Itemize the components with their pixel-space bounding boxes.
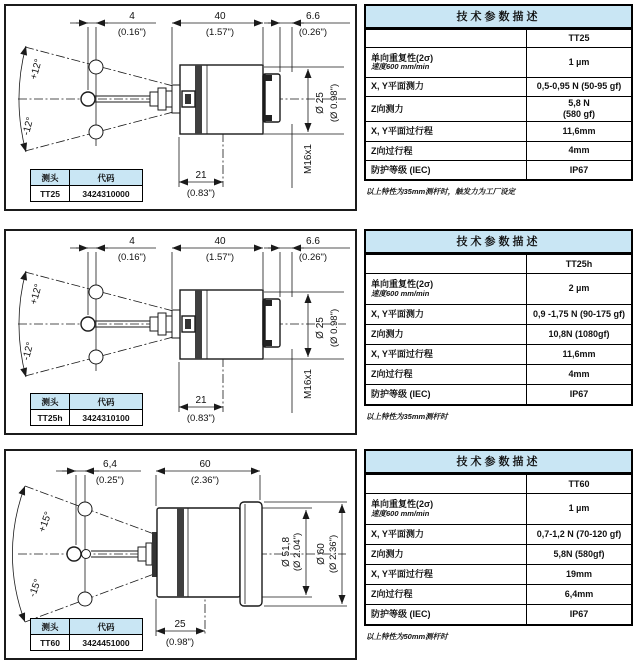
dim-offset-label: 4	[129, 236, 135, 247]
dim-tip-inch-label: (0.98")	[165, 637, 195, 648]
spec-value: 5,8N (580gf)	[526, 545, 631, 564]
dim-connector-inch-label: (0.26")	[298, 27, 328, 38]
angle-down-label: -12°	[20, 116, 37, 137]
drawing-panel-tt25h	[4, 229, 357, 435]
spec-sublabel: 速度600 mm/min	[371, 62, 430, 72]
spec-label: X, Y平面测力	[371, 81, 424, 92]
spec-label: 单向重复性(2σ)	[371, 279, 434, 290]
table-row	[366, 344, 631, 364]
probe-body	[157, 508, 240, 597]
spec-label: X, Y平面测力	[371, 529, 424, 540]
dim-body-length-inch-label: (1.57")	[205, 27, 235, 38]
stylus-ball-ghost-up	[78, 502, 92, 516]
diameter-label: Ø 25	[315, 92, 326, 114]
dim-body-length-label: 40	[214, 236, 226, 247]
dim-tip-label: 21	[195, 170, 207, 181]
spec-value: IP67	[526, 385, 631, 404]
dim-offset-inch-label: (0.25")	[95, 475, 125, 486]
spec-model-value: TT60	[526, 475, 631, 493]
spec-value: 19mm	[526, 565, 631, 584]
spec-label	[366, 475, 526, 493]
dim-connector-inch-label: (0.26")	[298, 252, 328, 263]
probe-column-header: 测头	[31, 394, 70, 410]
spec-table	[364, 229, 633, 406]
spec-value: 11,6mm	[526, 345, 631, 364]
front-plate	[152, 532, 157, 577]
dim-tip-label: 25	[174, 619, 186, 630]
dim-body-length-label: 40	[214, 11, 226, 22]
spec-value-line2: (580 gf)	[562, 109, 595, 120]
table-row	[366, 121, 631, 140]
table-row	[366, 254, 631, 273]
angle-down-label: -12°	[20, 341, 37, 362]
spec-value: IP67	[526, 605, 631, 624]
code-column-header: 代码	[70, 619, 143, 635]
table-row	[366, 141, 631, 160]
stylus-ball-ghost-down	[89, 350, 103, 364]
spec-value: 6,4mm	[526, 585, 631, 604]
probe-model-cell: TT25	[31, 186, 70, 202]
dim-offset-label: 6,4	[103, 459, 117, 470]
spec-model-value: TT25h	[526, 255, 631, 273]
probe-outline	[81, 60, 280, 139]
spec-sublabel: 速度600 mm/min	[371, 288, 430, 298]
spec-value: 0,5-0,95 N (50-95 gf)	[526, 78, 631, 96]
spec-value: IP67	[526, 161, 631, 179]
spec-value: 5,8 N	[568, 98, 590, 109]
spec-column-tt25	[364, 4, 633, 197]
probe-outline	[81, 285, 280, 364]
table-row	[366, 160, 631, 179]
dim-tip-inch-label: (0.83")	[186, 413, 216, 424]
dim-body-length-label: 60	[199, 459, 211, 470]
table-row	[366, 29, 631, 47]
stylus-ball-ghost-down	[78, 592, 92, 606]
spec-label: 防护等级 (IEC)	[371, 389, 431, 400]
spec-value: 1 µm	[526, 494, 631, 524]
stylus-ball	[81, 317, 95, 331]
angle-down-label: -15°	[27, 577, 44, 599]
spec-label: Z向测力	[371, 549, 404, 560]
stylus-ball	[67, 547, 81, 561]
probe-code-table	[30, 393, 143, 426]
dim-tip-inch-label: (0.83")	[186, 188, 216, 199]
table-row	[366, 304, 631, 324]
spec-value: 4mm	[526, 142, 631, 160]
table-row	[366, 273, 631, 304]
spec-value: 4mm	[526, 365, 631, 384]
spec-sublabel: 速度600 mm/min	[371, 508, 430, 518]
angle-up-label: +15°	[36, 510, 55, 534]
spec-label: X, Y平面过行程	[371, 349, 433, 360]
drawing-panel-tt60	[4, 449, 357, 660]
dim-offset-inch-label: (0.16")	[117, 252, 147, 263]
spec-column-tt60	[364, 449, 633, 642]
code-column-header: 代码	[70, 394, 143, 410]
spec-label: X, Y平面过行程	[371, 569, 433, 580]
table-row	[366, 604, 631, 624]
dim-connector-label: 6.6	[306, 11, 320, 22]
table-row	[31, 410, 143, 426]
table-row	[366, 474, 631, 493]
flange-diameter-label: Ø 60	[316, 543, 327, 565]
table-row	[366, 564, 631, 584]
body-diameter-inch-label: (Ø 2.04")	[292, 532, 303, 572]
probe-outline	[67, 502, 262, 606]
spec-label: Z向测力	[371, 329, 404, 340]
spec-label	[366, 255, 526, 273]
stylus-ball-ghost-up	[89, 60, 103, 74]
spec-table-title: 技术参数描述	[366, 6, 631, 29]
spec-column-tt25h	[364, 229, 633, 422]
spec-model-value: TT25	[526, 30, 631, 47]
probe-code-cell: 3424451000	[70, 635, 143, 651]
thread-label: M16x1	[303, 368, 314, 400]
spec-table	[364, 449, 633, 626]
stylus-ball-ghost-up	[89, 285, 103, 299]
table-row	[366, 524, 631, 544]
table-row	[31, 186, 143, 202]
spec-label: 防护等级 (IEC)	[371, 164, 431, 175]
dim-offset-inch-label: (0.16")	[117, 27, 147, 38]
spec-label: Z向过行程	[371, 369, 413, 380]
table-row	[366, 324, 631, 344]
spec-label: 单向重复性(2σ)	[371, 499, 434, 510]
dim-body-length-inch-label: (1.57")	[205, 252, 235, 263]
spec-label: X, Y平面过行程	[371, 126, 433, 137]
spec-label: Z向过行程	[371, 145, 413, 156]
dim-body-length-inch-label: (2.36")	[190, 475, 220, 486]
spec-table-title: 技术参数描述	[366, 231, 631, 254]
stylus-ball	[81, 92, 95, 106]
probe-column-header: 测头	[31, 619, 70, 635]
spec-value: 0,9 -1,75 N (90-175 gf)	[526, 305, 631, 324]
diameter-label: Ø 25	[315, 317, 326, 339]
stylus-ball-ghost-down	[89, 125, 103, 139]
body-diameter-label: Ø 51,8	[281, 536, 292, 568]
table-row	[366, 493, 631, 524]
spec-label: Z向过行程	[371, 589, 413, 600]
table-row	[366, 96, 631, 122]
table-row	[366, 364, 631, 384]
spec-value: 11,6mm	[526, 122, 631, 140]
probe-code-cell: 3424310100	[70, 410, 143, 426]
body-band	[195, 290, 202, 359]
footnote: 以上特性为50mm测杆时	[366, 632, 448, 641]
angle-up-label: +12°	[28, 282, 45, 306]
spec-value: 10,8N (1080gf)	[526, 325, 631, 344]
flange	[240, 502, 262, 606]
diameter-inch-label: (Ø 0.98")	[329, 83, 340, 123]
probe-code-table	[30, 169, 143, 202]
table-row	[366, 47, 631, 76]
footnote: 以上特性为35mm测杆时	[366, 412, 448, 421]
probe-code-cell: 3424310000	[70, 186, 143, 202]
thread-label: M16x1	[303, 143, 314, 175]
spec-label: Z向测力	[371, 103, 404, 114]
table-row	[366, 384, 631, 404]
dim-offset-label: 4	[129, 11, 135, 22]
table-row	[31, 635, 143, 651]
flange-diameter-inch-label: (Ø 2.36")	[328, 534, 339, 574]
body-band	[177, 508, 184, 597]
footnote: 以上特性为35mm测杆时，触发力为工厂设定	[366, 187, 516, 196]
probe-column-header: 测头	[31, 170, 70, 186]
table-row	[366, 544, 631, 564]
spec-value: 2 µm	[526, 274, 631, 304]
probe-model-cell: TT25h	[31, 410, 70, 426]
angle-up-label: +12°	[28, 57, 45, 81]
body-band	[195, 65, 202, 134]
stylus-disc	[82, 550, 91, 559]
table-row	[366, 584, 631, 604]
spec-label	[366, 30, 526, 47]
probe-model-cell: TT60	[31, 635, 70, 651]
spec-label: X, Y平面测力	[371, 309, 424, 320]
spec-table	[364, 4, 633, 181]
spec-label: 单向重复性(2σ)	[371, 52, 434, 63]
diameter-inch-label: (Ø 0.98")	[329, 308, 340, 348]
probe-code-table	[30, 618, 143, 651]
drawing-panel-tt25	[4, 4, 357, 211]
dim-connector-label: 6.6	[306, 236, 320, 247]
spec-table-title: 技术参数描述	[366, 451, 631, 474]
dim-tip-label: 21	[195, 395, 207, 406]
spec-label: 防护等级 (IEC)	[371, 609, 431, 620]
spec-value: 0,7-1,2 N (70-120 gf)	[526, 525, 631, 544]
table-row	[366, 77, 631, 96]
spec-value: 1 µm	[526, 48, 631, 76]
code-column-header: 代码	[70, 170, 143, 186]
